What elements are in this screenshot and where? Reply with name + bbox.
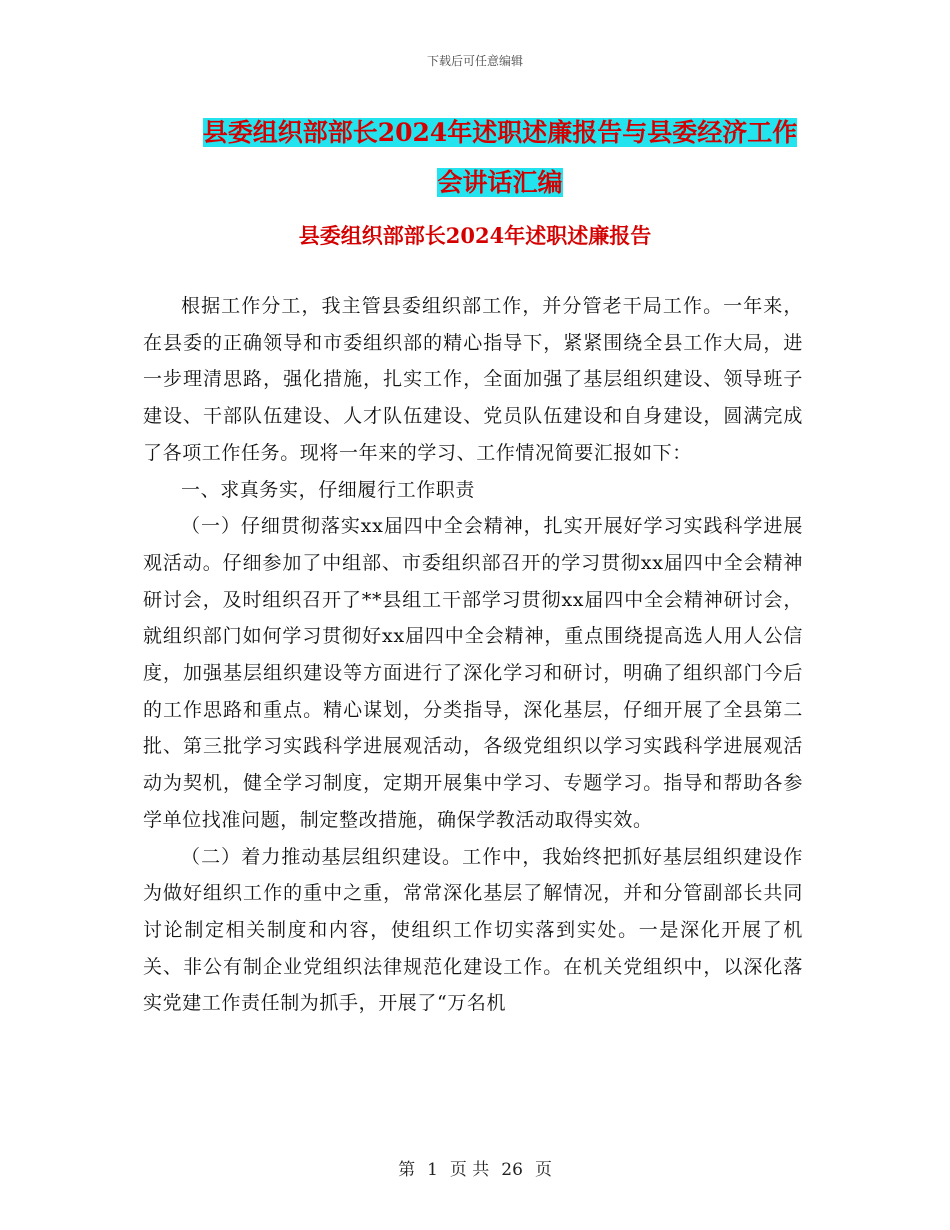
- page-header-note: 下载后可任意编辑: [426, 54, 523, 68]
- paragraph-item-2: （二）着力推动基层组织建设。工作中，我始终把抓好基层组织建设作为做好组织工作的重中之重，常常深化基层了解情况，并和分管副部长共同讨论制定相关制度和内容，使组织工作切实落到实处。一是深化开展了机关、非公有制企业党组织法律规范化建设工作。在机关党组织中，以深化落实党建工作责任制为抓手，开展了“万名机: [143, 845, 803, 1015]
- paragraph-intro: 根据工作分工，我主管县委组织部工作，并分管老干局工作。一年来，在县委的正确领导和市委组织部的精心指导下，紧紧围绕全县工作大局，进一步理清思路，强化措施，扎实工作，全面加强了基层组织建设、领导班子建设、干部队伍建设、人才队伍建设、党员队伍建设和自身建设，圆满完成了各项工作任务。现将一年来的学习、工作情况简要汇报如下：: [143, 295, 803, 464]
- paragraph-heading-1: 一、求真务实，仔细履行工作职责: [181, 478, 476, 501]
- paragraph-item-1: （一）仔细贯彻落实xx届四中全会精神，扎实开展好学习实践科学进展观活动。仔细参加了中组部、市委组织部召开的学习贯彻xx届四中全会精神研讨会，及时组织召开了**县组工干部学习贯彻xx届四中全会精神研讨会，就组织部门如何学习贯彻好xx届四中全会精神，重点围绕提高选人用人公信度，加强基层组织建设等方面进行了深化学习和研讨，明确了组织部门今后的工作思路和重点。精心谋划，分类指导，深化基层，仔细开展了全县第二批、第三批学习实践科学进展观活动，各级党组织以学习实践科学进展观活动为契机，健全学习制度，定期开展集中学习、专题学习。指导和帮助各参学单位找准问题，制定整改措施，确保学教活动取得实效。: [143, 515, 803, 831]
- document-title: [120, 108, 880, 208]
- document-title-line2: 会讲话汇编: [437, 168, 563, 197]
- page-footer: [0, 1155, 950, 1180]
- footer-prefix: 第: [398, 1160, 416, 1180]
- document-title-line1: 县委组织部部长2024年述职述廉报告与县委经济工作: [202, 118, 798, 147]
- footer-total-pages: 26: [501, 1160, 523, 1180]
- document-body: [143, 288, 803, 1022]
- footer-suffix: 页: [534, 1160, 552, 1180]
- footer-middle: 页 共: [449, 1160, 490, 1180]
- section-title: 县委组织部部长2024年述职述廉报告: [298, 223, 652, 248]
- footer-page-number: 1: [427, 1160, 438, 1180]
